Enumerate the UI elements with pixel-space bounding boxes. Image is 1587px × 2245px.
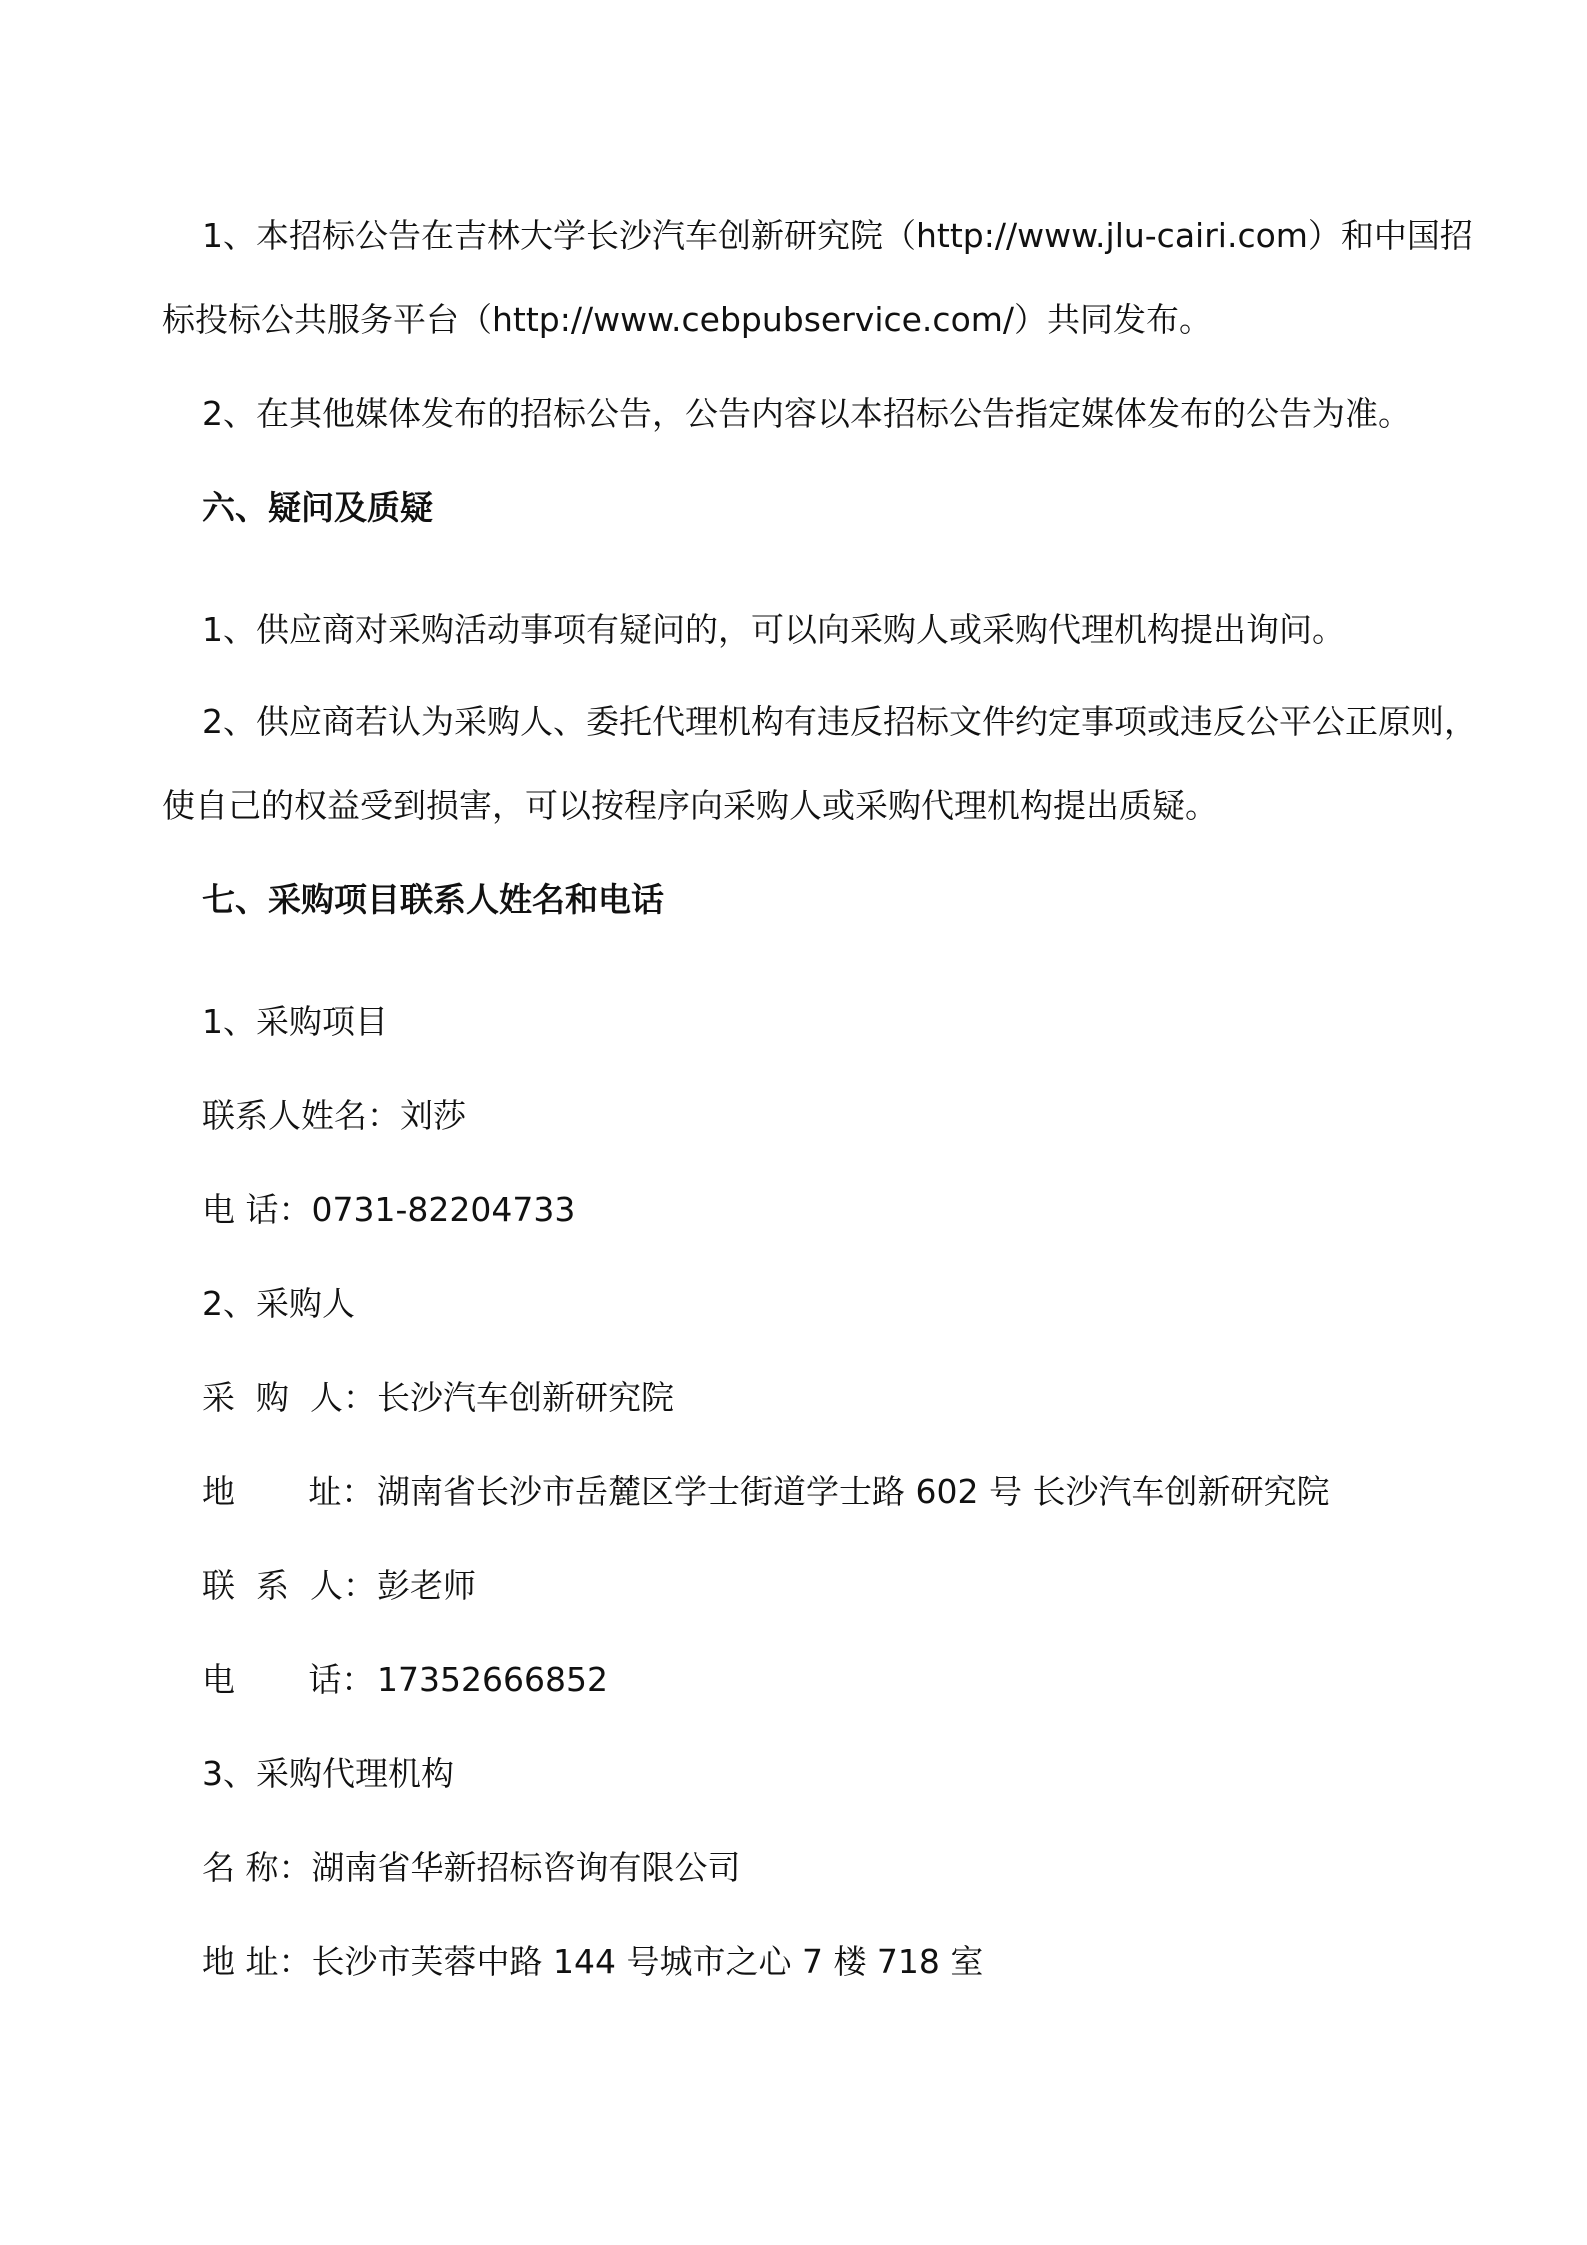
section-6-heading: 六、疑问及质疑: [202, 488, 433, 527]
inquiry-item-2-line-2: 使自己的权益受到损害，可以按程序向采购人或采购代理机构提出质疑。: [162, 786, 1218, 825]
purchaser-address-label: 地 址：: [202, 1472, 375, 1511]
purchaser-name-value: 长沙汽车创新研究院: [377, 1378, 674, 1417]
purchaser-title: 2、采购人: [202, 1284, 355, 1323]
purchaser-name-row: [202, 1376, 674, 1420]
agency-name-value: 湖南省华新招标咨询有限公司: [311, 1848, 741, 1887]
agency-address-label: 地 址：: [202, 1942, 312, 1981]
agency-name-row: [202, 1846, 741, 1890]
agency-title: 3、采购代理机构: [202, 1754, 454, 1793]
purchaser-address-row: [202, 1470, 1329, 1514]
purchaser-contact-value: 彭老师: [377, 1566, 476, 1605]
purchaser-name-label: 采 购 人：: [202, 1378, 376, 1417]
project-phone-label: 电 话：: [202, 1190, 312, 1229]
notice-item-1-line-2: 标投标公共服务平台（http://www.cebpubservice.com/）共同发布。: [162, 300, 1213, 339]
notice-item-2: 2、在其他媒体发布的招标公告，公告内容以本招标公告指定媒体发布的公告为准。: [202, 394, 1411, 433]
inquiry-item-1: 1、供应商对采购活动事项有疑问的，可以向采购人或采购代理机构提出询问。: [202, 610, 1345, 649]
project-title: 1、采购项目: [202, 1002, 388, 1041]
agency-address-value: 长沙市芙蓉中路 144 号城市之心 7 楼 718 室: [311, 1942, 984, 1981]
project-phone-row: [202, 1188, 575, 1232]
purchaser-phone-value: 17352666852: [377, 1660, 608, 1699]
project-contact-label: 联系人姓名：: [202, 1096, 400, 1135]
agency-name-label: 名 称：: [202, 1848, 312, 1887]
project-contact-value: 刘莎: [400, 1096, 466, 1135]
project-phone-value: 0731-82204733: [311, 1190, 576, 1229]
purchaser-phone-label: 电 话：: [202, 1660, 375, 1699]
purchaser-contact-label: 联 系 人：: [202, 1566, 376, 1605]
agency-address-row: [202, 1940, 983, 1984]
inquiry-item-2-line-1: 2、供应商若认为采购人、委托代理机构有违反招标文件约定事项或违反公平公正原则，: [202, 702, 1477, 741]
purchaser-address-value: 湖南省长沙市岳麓区学士街道学士路 602 号 长沙汽车创新研究院: [377, 1472, 1330, 1511]
purchaser-phone-row: [202, 1658, 608, 1702]
project-contact-row: [202, 1094, 466, 1138]
section-7-heading: 七、采购项目联系人姓名和电话: [202, 880, 664, 919]
purchaser-contact-row: [202, 1564, 476, 1608]
notice-item-1-line-1: 1、本招标公告在吉林大学长沙汽车创新研究院（http://www.jlu-cairi.com）和中国招: [202, 216, 1473, 255]
